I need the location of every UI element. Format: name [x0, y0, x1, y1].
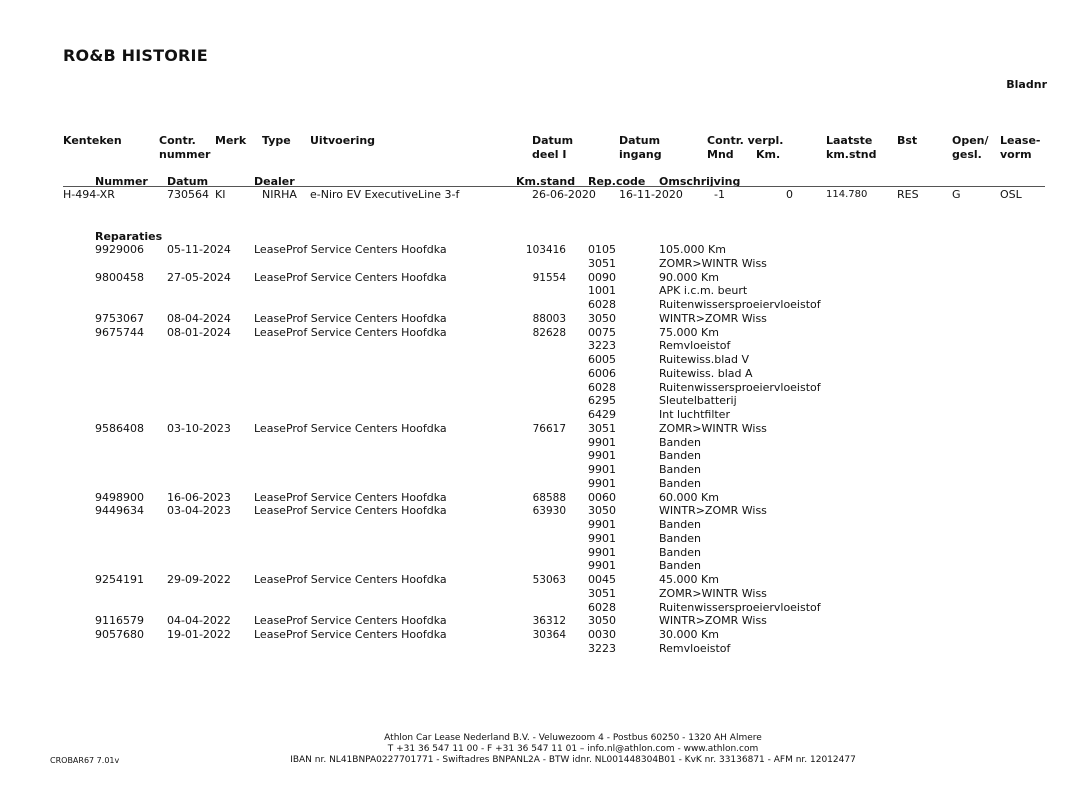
repair-omschrijving: Banden [659, 435, 701, 449]
header-open-1: Open/ [952, 134, 989, 147]
repair-nummer: 9675744 [95, 325, 144, 339]
header-verpl-mnd: Mnd [707, 148, 734, 161]
header-kenteken: Kenteken [63, 134, 122, 147]
header-verpl-km: Km. [756, 148, 781, 161]
subheader-repcode: Rep.code [588, 175, 646, 188]
repair-code: 9901 [588, 449, 616, 463]
repair-omschrijving: 30.000 Km [659, 628, 719, 641]
header-merk: Merk [215, 134, 247, 147]
vehicle-merk: KI [215, 188, 226, 201]
repair-code: 3051 [588, 256, 616, 270]
header-divider [63, 186, 1045, 187]
repair-code: 9901 [588, 545, 616, 559]
repair-code: 0030 [588, 628, 616, 641]
repair-nummer: 9254191 [95, 573, 144, 586]
vehicle-laatste-km: 114.780 [826, 189, 868, 200]
repair-omschrijving: 90.000 Km [659, 270, 719, 284]
footer-line-1: Athlon Car Lease Nederland B.V. - Veluwezoom 4 - Postbus 60250 - 1320 AH Almere [384, 733, 762, 743]
repair-code: 6028 [588, 600, 616, 614]
vehicle-open: G [952, 188, 961, 201]
repair-datum: 03-10-2023 [167, 421, 231, 435]
header-datum-deel-1: Datum [532, 134, 574, 147]
page-number-label: Bladnr [1006, 78, 1047, 91]
footer-line-3: IBAN nr. NL41BNPA0227701771 - Swiftadres BNPANL2A - BTW idnr. NL001448304B01 - KvK nr. 33136871 - AFM nr. 12012477 [290, 755, 856, 765]
vehicle-datum-deel: 26-06-2020 [532, 188, 596, 201]
repair-omschrijving: WINTR>ZOMR Wiss [659, 311, 767, 325]
repair-kmstand: 82628 [532, 326, 566, 339]
header-type: Type [262, 134, 291, 147]
repair-nummer: 9116579 [95, 614, 144, 628]
repair-code: 3050 [588, 614, 616, 628]
subheader-datum: Datum [167, 175, 209, 188]
repair-code: 0105 [588, 243, 616, 256]
repair-omschrijving: Ruitenwissersproeiervloeistof [659, 380, 821, 394]
repair-code: 9901 [588, 463, 616, 476]
repair-omschrijving: Ruitenwissersproeiervloeistof [659, 298, 821, 311]
repair-nummer: 9449634 [95, 504, 144, 518]
repair-datum: 27-05-2024 [167, 270, 231, 284]
repair-omschrijving: ZOMR>WINTR Wiss [659, 586, 767, 600]
header-laatste-2: km.stnd [826, 148, 877, 161]
repair-code: 9901 [588, 435, 616, 449]
repair-datum: 19-01-2022 [167, 628, 231, 641]
subheader-kmstand: Km.stand [516, 175, 576, 188]
repair-omschrijving: Banden [659, 559, 701, 573]
repair-code: 3051 [588, 421, 616, 435]
vehicle-lease: OSL [1000, 188, 1022, 201]
vehicle-bst: RES [897, 188, 919, 201]
header-datum-ingang-2: ingang [619, 148, 662, 161]
repair-omschrijving: WINTR>ZOMR Wiss [659, 504, 767, 518]
repair-code: 3223 [588, 641, 616, 655]
repair-omschrijving: 60.000 Km [659, 490, 719, 504]
repair-kmstand: 88003 [532, 312, 566, 325]
repair-dealer: LeaseProf Service Centers Hoofdka [254, 573, 447, 586]
repair-omschrijving: Ruitewiss. blad A [659, 366, 753, 380]
repair-code: 3050 [588, 311, 616, 325]
repair-omschrijving: Banden [659, 545, 701, 559]
repair-nummer: 9057680 [95, 628, 144, 641]
repair-omschrijving: Remvloeistof [659, 641, 731, 655]
page-title: RO&B HISTORIE [63, 46, 208, 65]
repair-code: 3051 [588, 586, 616, 600]
repair-code: 9901 [588, 476, 616, 490]
repair-dealer: LeaseProf Service Centers Hoofdka [254, 614, 447, 628]
subheader-omschrijving: Omschrijving [659, 175, 741, 188]
repair-dealer: LeaseProf Service Centers Hoofdka [254, 270, 447, 284]
repair-datum: 04-04-2022 [167, 614, 231, 628]
repair-omschrijving: ZOMR>WINTR Wiss [659, 421, 767, 435]
repair-code: 1001 [588, 284, 616, 298]
header-contract-1: Contr. [159, 134, 196, 147]
repair-omschrijving: APK i.c.m. beurt [659, 284, 748, 298]
repair-nummer: 9929006 [95, 243, 144, 256]
repair-kmstand: 63930 [532, 505, 566, 518]
repair-code: 0060 [588, 490, 616, 504]
repair-omschrijving: Banden [659, 463, 701, 476]
vehicle-kenteken: H-494-XR [63, 188, 115, 201]
repair-omschrijving: Banden [659, 476, 701, 490]
repair-kmstand: 68588 [532, 491, 566, 504]
repair-dealer: LeaseProf Service Centers Hoofdka [254, 504, 447, 518]
repair-code: 3050 [588, 504, 616, 518]
repair-code: 6028 [588, 380, 616, 394]
repair-omschrijving: Remvloeistof [659, 339, 731, 353]
repair-dealer: LeaseProf Service Centers Hoofdka [254, 325, 447, 339]
repair-omschrijving: Sleutelbatterij [659, 394, 737, 408]
repair-code: 9901 [588, 531, 616, 545]
repair-omschrijving: Ruitenwissersproeiervloeistof [659, 600, 821, 614]
repair-code: 3223 [588, 339, 616, 353]
repair-nummer: 9586408 [95, 421, 144, 435]
repair-code: 0045 [588, 573, 616, 586]
repair-kmstand: 53063 [532, 574, 566, 586]
header-laatste-1: Laatste [826, 134, 873, 147]
subheader-dealer: Dealer [254, 175, 295, 188]
repair-code: 6005 [588, 353, 616, 366]
repair-kmstand: 103416 [525, 244, 566, 256]
repair-nummer: 9753067 [95, 311, 144, 325]
repair-kmstand: 36312 [532, 615, 566, 628]
repair-datum: 29-09-2022 [167, 573, 231, 586]
header-contr-verpl: Contr. verpl. [707, 134, 784, 147]
repair-dealer: LeaseProf Service Centers Hoofdka [254, 490, 447, 504]
repair-dealer: LeaseProf Service Centers Hoofdka [254, 628, 447, 641]
header-uitvoering: Uitvoering [310, 134, 376, 147]
repair-kmstand: 91554 [532, 271, 566, 284]
repair-omschrijving: ZOMR>WINTR Wiss [659, 256, 767, 270]
vehicle-uitvoering: e-Niro EV ExecutiveLine 3-f [310, 188, 460, 201]
footer [200, 733, 946, 766]
repair-dealer: LeaseProf Service Centers Hoofdka [254, 243, 447, 256]
form-code: CROBAR67 7.01v [50, 756, 120, 765]
repair-datum: 03-04-2023 [167, 504, 231, 518]
repair-code: 9901 [588, 559, 616, 573]
vehicle-km: 0 [786, 188, 793, 201]
repair-omschrijving: Banden [659, 531, 701, 545]
header-lease-2: vorm [1000, 148, 1032, 161]
subheader-nummer: Nummer [95, 175, 148, 188]
vehicle-datum-ingang: 16-11-2020 [619, 188, 683, 201]
repair-dealer: LeaseProf Service Centers Hoofdka [254, 421, 447, 435]
vehicle-mnd: -1 [714, 188, 725, 201]
repair-omschrijving: WINTR>ZOMR Wiss [659, 614, 767, 628]
footer-line-2: T +31 36 547 11 00 - F +31 36 547 11 01 – info.nl@athlon.com - www.athlon.com [387, 744, 759, 754]
repair-datum: 16-06-2023 [167, 490, 231, 504]
repair-dealer: LeaseProf Service Centers Hoofdka [254, 311, 447, 325]
repair-code: 6295 [588, 394, 616, 408]
repair-code: 9901 [588, 518, 616, 531]
vehicle-contract: 730564 [167, 188, 209, 201]
repair-omschrijving: 45.000 Km [659, 573, 719, 586]
header-lease-1: Lease- [1000, 134, 1041, 147]
repair-datum: 08-01-2024 [167, 325, 231, 339]
header-open-2: gesl. [952, 148, 982, 161]
repair-kmstand: 30364 [532, 629, 566, 641]
repair-omschrijving: Int luchtfilter [659, 408, 730, 421]
header-contract-2: nummer [159, 148, 211, 161]
repair-code: 0090 [588, 270, 616, 284]
header-bst: Bst [897, 134, 918, 147]
repair-code: 6028 [588, 298, 616, 311]
repair-omschrijving: Ruitewiss.blad V [659, 353, 750, 366]
repair-nummer: 9800458 [95, 270, 144, 284]
header-datum-ingang-1: Datum [619, 134, 661, 147]
vehicle-type: NIRHA [262, 188, 297, 201]
header-datum-deel-2: deel I [532, 148, 567, 161]
repair-datum: 05-11-2024 [167, 243, 231, 256]
repair-code: 6006 [588, 366, 616, 380]
reparaties-heading: Reparaties [95, 230, 163, 243]
repair-kmstand: 76617 [532, 422, 566, 435]
repair-code: 0075 [588, 325, 616, 339]
repair-code: 6429 [588, 408, 616, 421]
repair-nummer: 9498900 [95, 490, 144, 504]
repair-omschrijving: Banden [659, 518, 701, 531]
repair-omschrijving: Banden [659, 449, 701, 463]
repair-datum: 08-04-2024 [167, 311, 231, 325]
repair-omschrijving: 105.000 Km [659, 243, 726, 256]
repair-omschrijving: 75.000 Km [659, 325, 719, 339]
